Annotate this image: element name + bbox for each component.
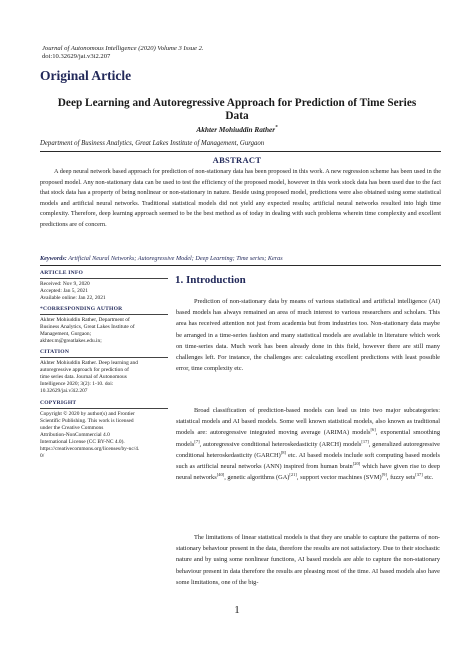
paragraph-text: , fuzzy sets bbox=[386, 474, 416, 482]
journal-citation: Journal of Autonomous Intelligence (2020) Volume 3 Issue 2. bbox=[42, 45, 204, 52]
paragraph: The limitations of linear statistical models is that they are unable to capture the patterns of non-stationary behaviour present in the data, therefore the results are not satisfactory. Due to their stochastic nature and by using some nonlinear functions, AI based models are able to capture the non-stationary behaviour present in data therefore the results are pleasing most of the time. AI based models also have some limitations, one of the big- bbox=[176, 534, 440, 586]
page-number: 1 bbox=[234, 604, 240, 616]
license-link[interactable]: https://creativecommons.org/licenses/by-nc/4. bbox=[40, 446, 140, 452]
divider bbox=[40, 151, 441, 152]
article-type: Original Article bbox=[40, 68, 132, 83]
article-info-heading: ARTICLE INFO bbox=[40, 270, 168, 279]
paragraph-text: , autoregressive conditional heteroskedasticity (ARCH) models bbox=[199, 440, 362, 448]
paragraph-text: , exponential smoothing models bbox=[176, 429, 441, 448]
paragraph bbox=[176, 405, 440, 483]
paragraph-text: Broad classification of prediction-based models can lead us into two major subcategories: statistical models and AI based models. Some well known statistical models, also known as traditional models are: autoregressive integrated moving average (ARIMA) models bbox=[176, 407, 440, 437]
online-date: Available online: Jan 22, 2021 bbox=[40, 295, 106, 301]
citation-ref[interactable]: [21] bbox=[289, 472, 297, 478]
corresponding-heading: *CORRESPONDING AUTHOR bbox=[40, 306, 168, 315]
citation-heading: CITATION bbox=[40, 349, 168, 358]
abstract-heading: ABSTRACT bbox=[212, 155, 262, 165]
paragraph-text: etc. AI based models include soft computing based models such as artificial neural networks (ANN) inspired from human brain bbox=[176, 451, 440, 471]
corresponding-author-box bbox=[40, 306, 168, 345]
citation-ref[interactable]: [40] bbox=[216, 472, 225, 478]
citation-line: 10.32629/jai.v3i2.207 bbox=[40, 388, 88, 394]
paper-title: Deep Learning and Autoregressive Approach for Prediction of Time Series Data bbox=[57, 97, 417, 122]
keywords bbox=[40, 255, 441, 262]
divider bbox=[40, 265, 441, 266]
citation-ref[interactable]: [17] bbox=[361, 438, 369, 444]
abstract-text: A deep neural network based approach for prediction of non-stationary data has been proposed in this work. A new regression scheme has been used in the proposed model. Any non-stationary data can be used to test the efficiency of the proposed model, however in this work stock data has been used due to the fact that stock data has a property of being nonlinear or non-stationary in nature. Beside using proposed model, predictions were also obtained using some statistical models and artificial neural networks. Traditional statistical models did not yield any expected results; artificial neural networks resulted into high time complexity. Therefore, deep learning approach seemed to be the best method as of today in dealing with such problems wherein time complexity and excellent predictions are of concern. bbox=[40, 168, 441, 228]
citation-ref[interactable]: [9] bbox=[381, 472, 387, 478]
copyright-box bbox=[40, 400, 168, 460]
copyright-line: Attribution-NonCommercial 4.0 bbox=[40, 432, 110, 438]
accepted-date: Accepted: Jan 5, 2021 bbox=[40, 288, 88, 294]
corresponding-line: Business Analytics, Great Lakes Institute of bbox=[40, 324, 135, 330]
citation-ref[interactable]: [20] bbox=[352, 460, 361, 466]
paragraph-text: , generalized autoregressive conditional heteroskedasticity (GARCH) bbox=[176, 440, 440, 459]
corresponding-email[interactable]: akhter.m@greatlakes.edu.in; bbox=[40, 338, 102, 344]
paragraph-text: etc. bbox=[422, 474, 434, 482]
citation-box bbox=[40, 349, 168, 395]
doi: doi:10.32629/jai.v3i2.207 bbox=[42, 53, 111, 60]
corresponding-mark: * bbox=[275, 125, 278, 131]
citation-ref[interactable]: [37] bbox=[415, 472, 423, 478]
corresponding-line: Management, Gurgaon; bbox=[40, 331, 92, 337]
affiliation: Department of Business Analytics, Great Lakes Institute of Management, Gurgaon bbox=[40, 140, 265, 147]
citation-line: autoregressive approach for prediction of bbox=[40, 367, 129, 373]
author bbox=[0, 125, 474, 134]
copyright-heading: COPYRIGHT bbox=[40, 400, 168, 409]
citation-ref[interactable]: [6] bbox=[370, 427, 376, 433]
section-heading: 1. Introduction bbox=[175, 274, 246, 286]
copyright-line: International License (CC BY-NC 4.0). bbox=[40, 439, 125, 445]
received-date: Received: Nov 9, 2020 bbox=[40, 281, 90, 287]
paragraph-text: , genetic algorithms (GA) bbox=[224, 474, 290, 482]
keywords-label: Keywords: bbox=[40, 255, 67, 262]
citation-line: time series data. Journal of Autonomous bbox=[40, 374, 127, 380]
copyright-line: under the Creative Commons bbox=[40, 425, 104, 431]
corresponding-line: Akhter Mohiuddin Rather, Department of bbox=[40, 317, 130, 323]
paragraph: Prediction of non-stationary data by means of various statistical and artificial intelligence (AI) based models has always remained an area of much interest to various researchers and scholars. This area has received attention not just from academia but from industries too. Non-stationary data maybe be arranged in a time-series fashion and many statistical models are available in literature which work on time-series data. Much work has been already done in this field, however there are still many challenges left. For instance, the challenges are: calculating excellent predictions with least possible error, time complexity etc. bbox=[176, 298, 440, 373]
citation-line: Akhter Mohiuddin Rather. Deep learning and bbox=[40, 360, 138, 366]
citation-line: Intelligence 2020; 3(2): 1-10. doi: bbox=[40, 381, 114, 387]
author-name: Akhter Mohiuddin Rather bbox=[196, 125, 276, 134]
paragraph-text: , support vector machines (SVM) bbox=[296, 474, 382, 482]
paragraph-text: which have given rise to deep neural networks bbox=[176, 463, 440, 482]
citation-ref[interactable]: [7] bbox=[194, 438, 200, 444]
license-link[interactable]: 0/ bbox=[40, 453, 45, 459]
copyright-line: Copyright © 2020 by author(s) and Frontier bbox=[40, 411, 135, 417]
article-info-box bbox=[40, 270, 168, 302]
citation-ref[interactable]: [8] bbox=[280, 449, 286, 455]
keywords-text: Artificial Neural Networks; Autoregressive Model; Deep Learning; Time series; Keras bbox=[68, 255, 283, 262]
copyright-line: Scientific Publishing. This work is licensed bbox=[40, 418, 134, 424]
